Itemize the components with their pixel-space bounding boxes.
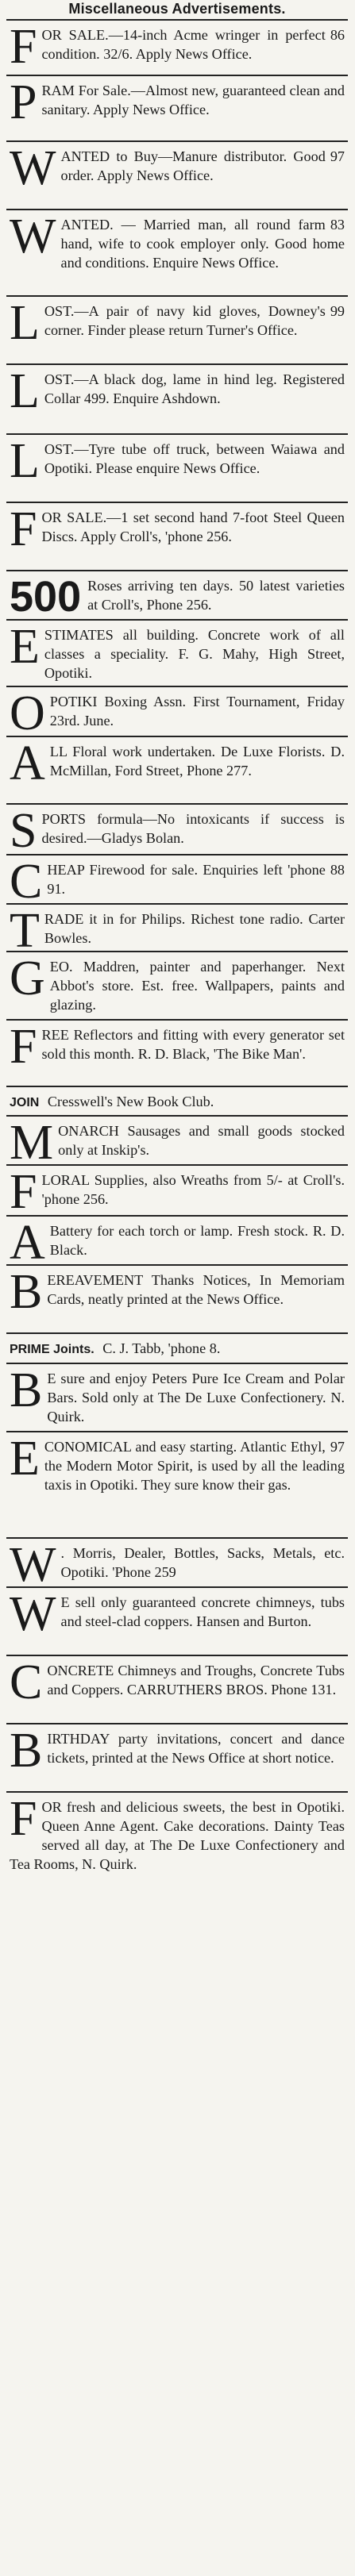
ad-lost-dog bbox=[6, 365, 348, 435]
ad-text: RADE it in for Philips. Richest tone radio. Carter Bowles. bbox=[44, 911, 345, 946]
ad-floral-supplies bbox=[6, 1166, 348, 1217]
ad-ref-number: 99 bbox=[330, 303, 345, 319]
drop-cap: B bbox=[10, 1266, 43, 1319]
ad-text: Roses arriving ten days. 50 latest varieties at Croll's, Phone 256. bbox=[87, 578, 345, 613]
ad-peters-ice-cream bbox=[6, 1364, 348, 1432]
ad-text: OST.—A pair of navy kid gloves, Downey's corner. Finder please return Turner's Office. bbox=[44, 303, 326, 338]
ad-text: OST.—A black dog, lame in hind leg. Registered Collar 499. Enquire Ashdown. bbox=[44, 371, 345, 406]
ad-text: ONARCH Sausages and small goods stocked only at Inskip's. bbox=[58, 1123, 345, 1158]
drop-cap: F bbox=[10, 1166, 37, 1217]
ad-text: E sell only guaranteed concrete chimneys, tubs and steel-clad coppers. Hansen and Burton. bbox=[60, 1594, 345, 1629]
ad-text: OST.—Tyre tube off truck, between Waiawa and Opotiki. Please enquire News Office. bbox=[44, 441, 345, 476]
ad-lost-gloves bbox=[6, 297, 348, 365]
ad-text: IRTHDAY party invitations, concert and dance tickets, printed at the News Office at short notice. bbox=[47, 1731, 345, 1766]
ad-text: E sure and enjoy Peters Pure Ice Cream and Polar Bars. Sold only at The De Luxe Confectionery. N. Quirk. bbox=[47, 1371, 345, 1424]
drop-cap: T bbox=[10, 905, 40, 952]
drop-cap: E bbox=[10, 1432, 40, 1486]
ad-w-morris-dealer bbox=[6, 1539, 348, 1588]
drop-cap: L bbox=[10, 435, 40, 488]
drop-cap: E bbox=[10, 621, 40, 674]
ad-text: OR fresh and delicious sweets, the best in Opotiki. Queen Anne Agent. Cake decorations. Dainty Teas served all day, at The De Luxe Confectionery and Tea Rooms, N. Quirk. bbox=[10, 1799, 345, 1872]
ad-prime-joints bbox=[6, 1334, 348, 1364]
ad-text: HEAP Firewood for sale. Enquiries left 'phone 91. bbox=[47, 862, 326, 897]
ad-birthday-invitations bbox=[6, 1724, 348, 1793]
ad-ref-number: 88 bbox=[330, 862, 345, 878]
ad-lead-word: PRIME Joints. bbox=[10, 1343, 95, 1356]
drop-cap: A bbox=[10, 1217, 45, 1266]
ad-text: LL Floral work undertaken. De Luxe Florists. D. McMillan, Ford Street, Phone 277. bbox=[49, 744, 345, 779]
advertisements-column bbox=[6, 0, 348, 1899]
ad-text: PORTS formula—No intoxicants if success is desired.—Gladys Bolan. bbox=[41, 811, 345, 846]
ad-pram-for-sale bbox=[6, 76, 348, 142]
ad-lost-tyre-tube bbox=[6, 435, 348, 503]
ad-book-club bbox=[6, 1087, 348, 1117]
ad-text: OR SALE.—1 set second hand 7-foot Steel Queen Discs. Apply Croll's, 'phone 256. bbox=[41, 509, 345, 544]
ad-concrete-chimneys-hansen bbox=[6, 1588, 348, 1656]
ad-building-estimates bbox=[6, 621, 348, 687]
ad-text: CONOMICAL and easy starting. Atlantic Ethyl, the Modern Motor Spirit, is used by all the leading taxis in Opotiki. They sure know their gas. bbox=[44, 1439, 345, 1493]
ad-philips-radio bbox=[6, 905, 348, 952]
ad-text: ONCRETE Chimneys and Troughs, Concrete Tubs and Coppers. CARRUTHERS BROS. Phone 131. bbox=[47, 1663, 345, 1697]
ad-text: ANTED to Buy—Manure distributor. Good order. Apply News Office. bbox=[60, 148, 326, 183]
ad-text: EREAVEMENT Thanks Notices, In Memoriam Cards, neatly printed at the News Office. bbox=[47, 1272, 345, 1307]
ad-ref-number: 86 bbox=[330, 27, 345, 43]
drop-cap: O bbox=[10, 687, 45, 737]
drop-cap: L bbox=[10, 297, 40, 350]
ad-carruthers-bros bbox=[6, 1656, 348, 1724]
ad-cheap-firewood bbox=[6, 855, 348, 905]
ad-roses-arriving bbox=[6, 571, 348, 621]
ad-text: POTIKI Boxing Assn. First Tournament, Friday 23rd. June. bbox=[49, 694, 345, 729]
drop-cap: G bbox=[10, 952, 45, 1005]
ad-text: Battery for each torch or lamp. Fresh stock. R. D. Black. bbox=[49, 1223, 345, 1258]
ad-fresh-sweets bbox=[6, 1793, 348, 1899]
drop-cap: C bbox=[10, 855, 43, 905]
ad-ref-number: 97 bbox=[330, 148, 345, 164]
ad-monarch-sausages bbox=[6, 1117, 348, 1166]
ad-discs-for-sale bbox=[6, 503, 348, 571]
ad-text: Cresswell's New Book Club. bbox=[47, 1094, 214, 1109]
drop-cap: W bbox=[10, 210, 56, 263]
drop-cap: W bbox=[10, 142, 56, 195]
ad-lead-word: JOIN bbox=[10, 1096, 40, 1109]
drop-cap: M bbox=[10, 1117, 54, 1166]
ad-atlantic-ethyl bbox=[6, 1432, 348, 1539]
big-number: 500 bbox=[10, 573, 82, 621]
drop-cap: F bbox=[10, 503, 37, 556]
ad-boxing-tournament bbox=[6, 687, 348, 737]
ad-battery-torch bbox=[6, 1217, 348, 1266]
drop-cap: L bbox=[10, 365, 40, 418]
drop-cap: F bbox=[10, 1793, 37, 1846]
ad-text: STIMATES all building. Concrete work of all classes a speciality. F. G. Mahy, High Street, Opotiki. bbox=[44, 627, 345, 681]
drop-cap: F bbox=[10, 1021, 37, 1074]
ad-manure-distributor-wanted bbox=[6, 142, 348, 210]
ad-ref-number: 83 bbox=[330, 217, 345, 233]
ad-free-reflectors bbox=[6, 1021, 348, 1087]
ad-farm-hand-wanted bbox=[6, 210, 348, 297]
ad-text: OR SALE.—14-inch Acme wringer in perfect condition. 32/6. Apply News Office. bbox=[41, 27, 326, 62]
section-header: Miscellaneous Advertisements. bbox=[6, 0, 348, 21]
ad-text: RAM For Sale.—Almost new, guaranteed clean and sanitary. Apply News Office. bbox=[41, 83, 345, 117]
ad-text: ANTED. — Married man, all round farm hand, wife to cook employer only. Good home and conditions. Enquire News Office. bbox=[60, 217, 345, 271]
ad-bereavement-cards bbox=[6, 1266, 348, 1334]
drop-cap: S bbox=[10, 805, 37, 855]
ad-wringer-for-sale bbox=[6, 21, 348, 76]
ad-text: EO. Maddren, painter and paperhanger. Next Abbot's store. Est. free. Wallpapers, paints and glazing. bbox=[49, 959, 345, 1013]
ad-text: C. J. Tabb, 'phone 8. bbox=[102, 1340, 221, 1356]
drop-cap: B bbox=[10, 1724, 43, 1778]
drop-cap: B bbox=[10, 1364, 43, 1417]
ad-floral-work bbox=[6, 737, 348, 805]
ad-text: LORAL Supplies, also Wreaths from 5/- at Croll's. 'phone 256. bbox=[41, 1172, 345, 1207]
drop-cap: C bbox=[10, 1656, 43, 1709]
drop-cap: W bbox=[10, 1539, 56, 1588]
ad-text: REE Reflectors and fitting with every generator set sold this month. R. D. Black, 'The Bike Man'. bbox=[41, 1027, 345, 1062]
drop-cap: A bbox=[10, 737, 45, 790]
ad-text: . Morris, Dealer, Bottles, Sacks, Metals, etc. Opotiki. 'Phone 259 bbox=[60, 1545, 345, 1580]
ad-painter-paperhanger bbox=[6, 952, 348, 1021]
drop-cap: W bbox=[10, 1588, 56, 1641]
drop-cap: F bbox=[10, 21, 37, 74]
drop-cap: P bbox=[10, 76, 37, 129]
ad-sports-formula bbox=[6, 805, 348, 855]
ad-ref-number: 97 bbox=[330, 1439, 345, 1455]
